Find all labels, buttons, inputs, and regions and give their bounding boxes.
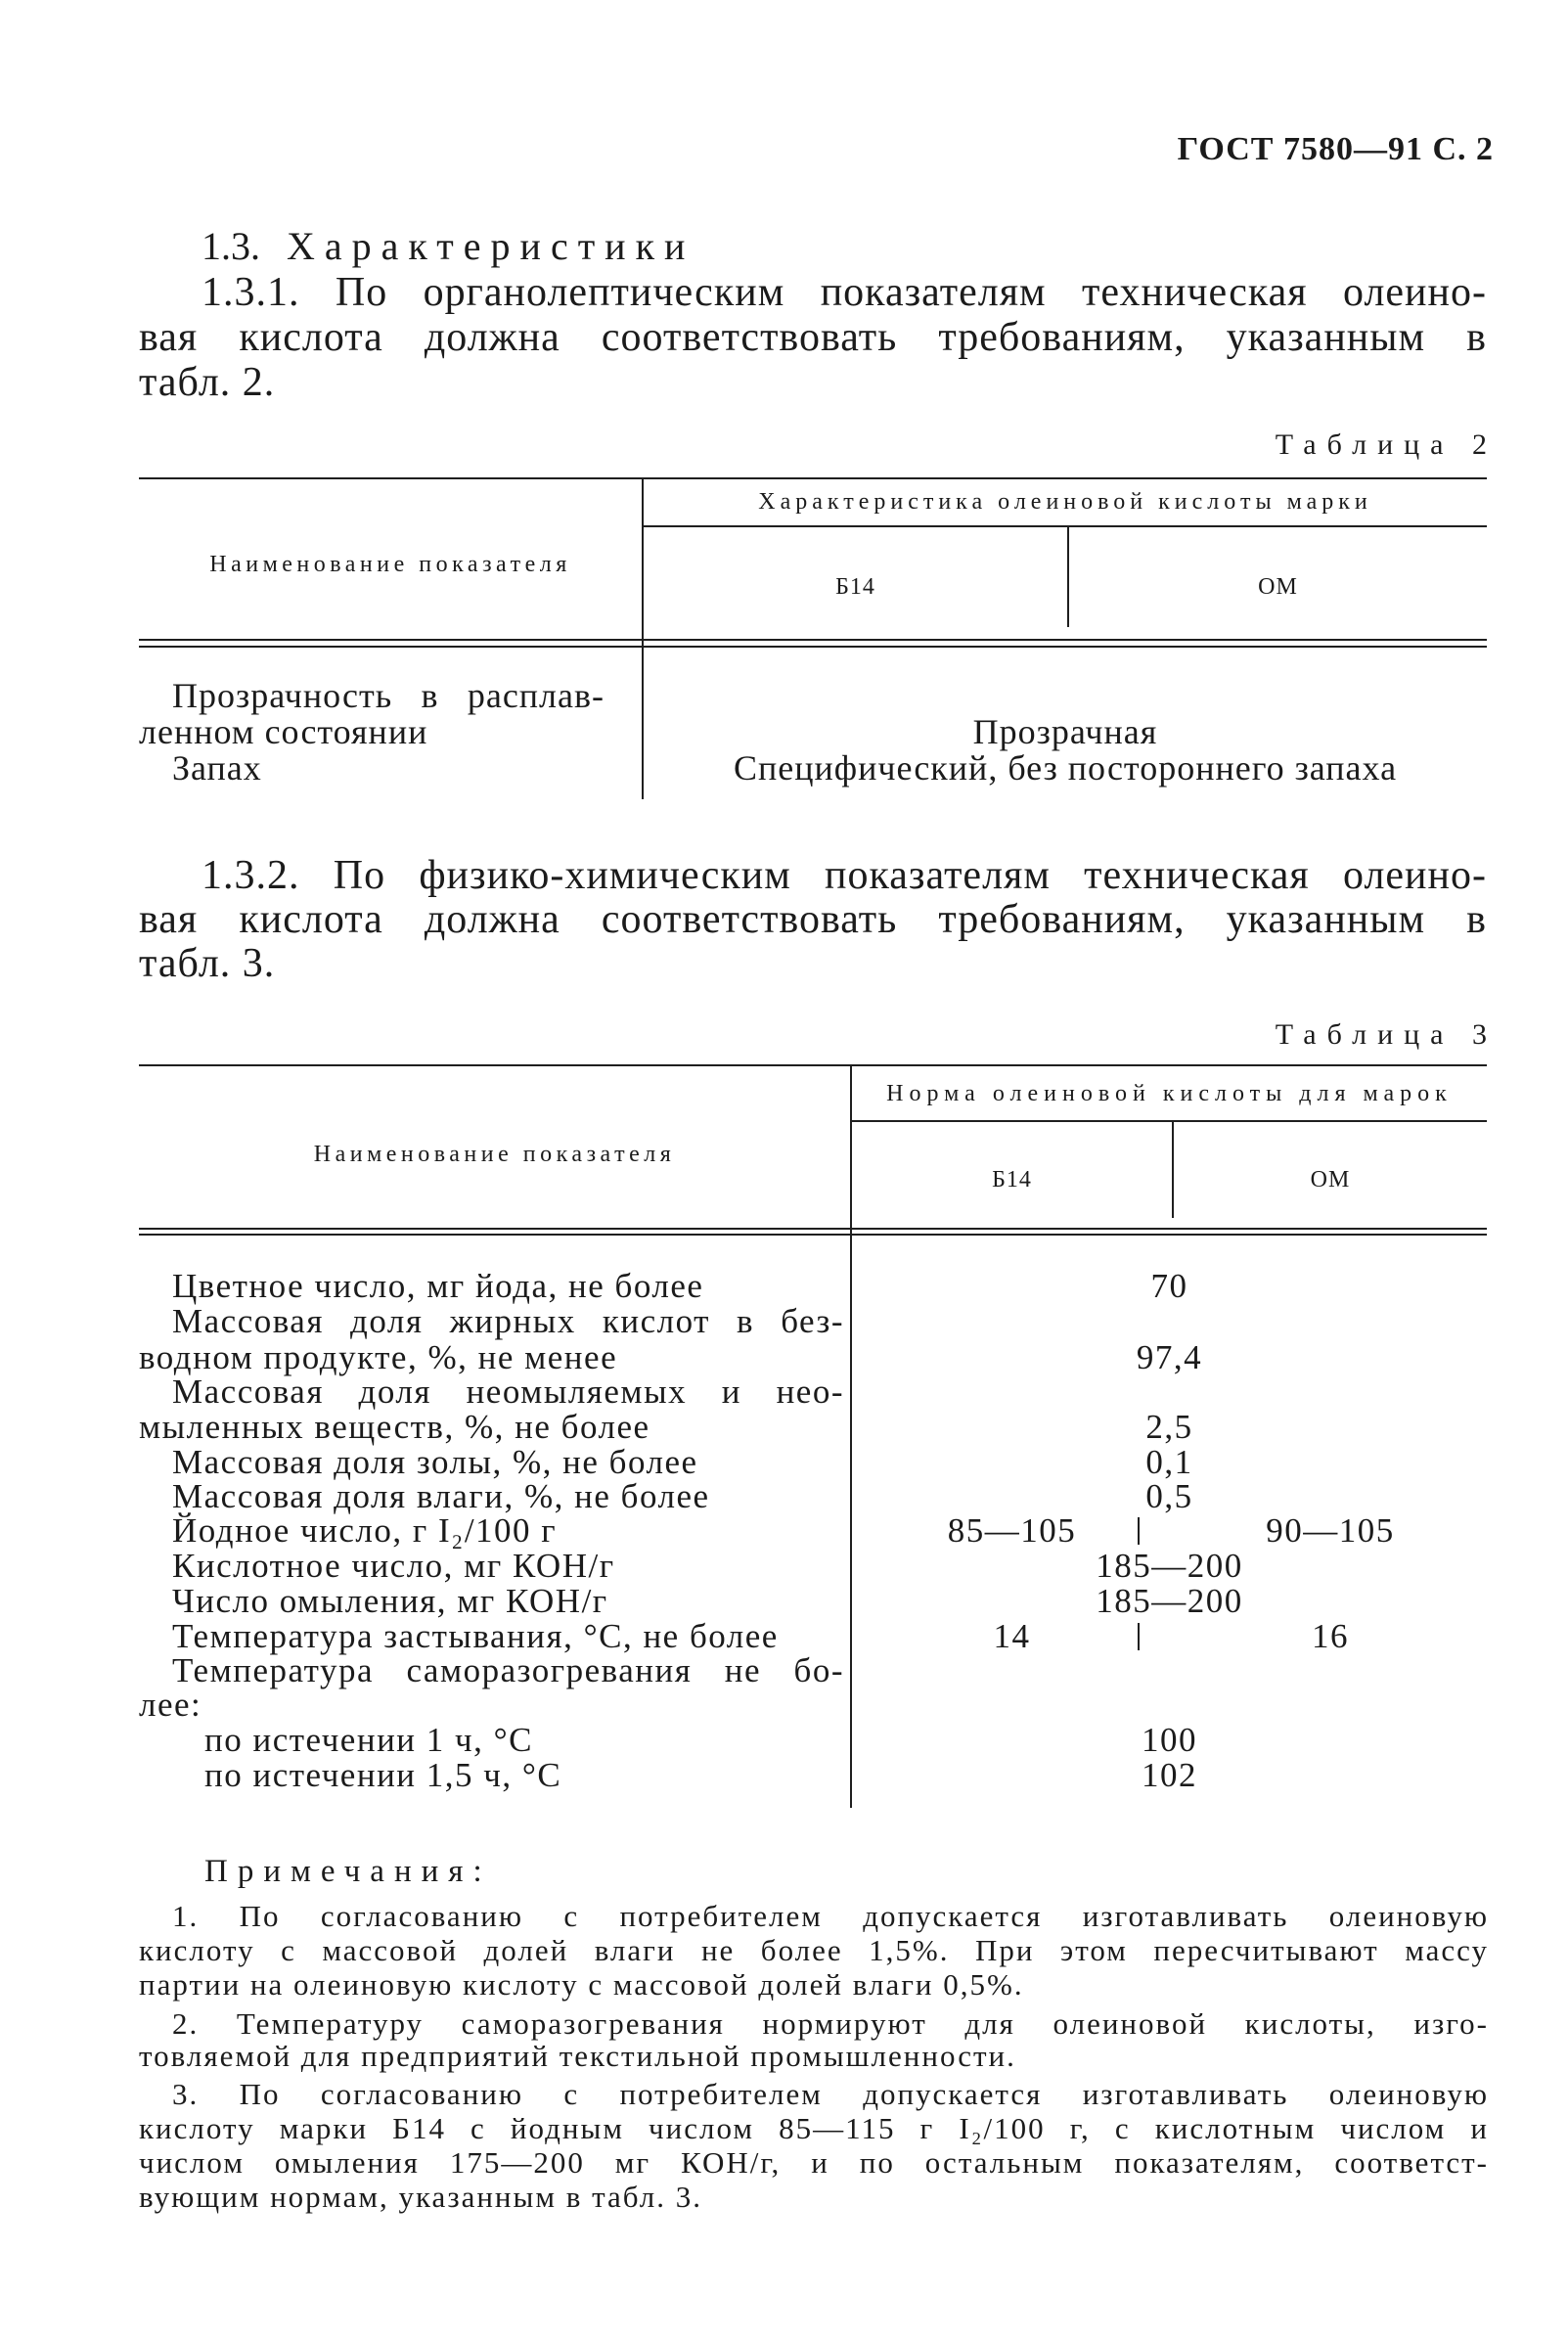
table3-group-header-rule <box>851 1120 1487 1122</box>
table3-row-name: Массовая доля неомыляемых и нео- <box>172 1372 844 1411</box>
table3-row-value: 97,4 <box>1136 1338 1203 1376</box>
notes-title: Примечания: <box>204 1854 492 1889</box>
table3-row-name: мыленных веществ, %, не более <box>139 1408 650 1446</box>
table3-row-name: Цветное число, мг йода, не более <box>172 1267 704 1305</box>
note-line: 3. По согласованию с потребителем допускается изготавливать олеиновую <box>172 2077 1489 2111</box>
note-line: кислоту марки Б14 с йодным числом 85—115 г I₂/100 г, с кислотным числом и <box>139 2111 1489 2145</box>
table3-grade-b14: Б14 <box>992 1167 1032 1192</box>
table2-row-value: Прозрачная <box>972 712 1158 751</box>
table3-value-separator <box>1138 1623 1140 1650</box>
table2-row-name: Прозрачность в расплав- <box>172 676 605 715</box>
table2-group-header: Характеристика олеиновой кислоты марки <box>758 489 1372 515</box>
table3-row-name: Массовая доля влаги, %, не более <box>172 1477 710 1515</box>
table3-row-name: Температура саморазогревания не бо- <box>172 1651 844 1689</box>
table3-row-name: Число омыления, мг КОН/г <box>172 1582 608 1620</box>
table3-row-name: Кислотное число, мг КОН/г <box>172 1547 615 1585</box>
clause-1-3-1-line: 1.3.1. По органолептическим показателям техническая олеино- <box>202 270 1487 315</box>
clause-1-3-2-line: вая кислота должна соответствовать требованиям, указанным в <box>139 897 1487 942</box>
table3-top-rule <box>139 1064 1487 1066</box>
table2-header-double-rule <box>139 646 1487 648</box>
table3-row-name: Температура застывания, °С, не более <box>172 1617 779 1655</box>
section-title: Характеристики <box>287 224 695 268</box>
table3-row-name: водном продукте, %, не менее <box>139 1338 618 1376</box>
table3-row-value: 0,5 <box>1145 1477 1193 1515</box>
table3-row-value: 2,5 <box>1145 1408 1193 1446</box>
note-line: кислоту с массовой долей влаги не более 1,5%. При этом пересчитывают массу <box>139 1933 1489 1967</box>
table3-caption: Таблица 3 <box>1275 1018 1498 1051</box>
section-number: 1.3. <box>202 224 260 268</box>
table2-row-name: ленном состоянии <box>139 712 428 751</box>
table3-row-value: 0,1 <box>1145 1443 1193 1481</box>
table3-row-value-b14: 14 <box>993 1617 1031 1655</box>
table3-row-value: 185—200 <box>1096 1582 1243 1620</box>
table3-header-double-rule <box>139 1228 1487 1230</box>
table2-grade-om: ОМ <box>1258 574 1298 600</box>
table3-subrow-name: по истечении 1,5 ч, °С <box>204 1756 562 1794</box>
note-line: вующим нормам, указанным в табл. 3. <box>139 2180 702 2214</box>
note-line: 2. Температуру саморазогревания нормируют для олеиновой кислоты, изго- <box>172 2006 1489 2041</box>
table3-row-value: 185—200 <box>1096 1547 1243 1585</box>
note-line: числом омыления 175—200 мг КОН/г, и по остальным показателям, соответст- <box>139 2145 1489 2180</box>
table2-row-value: Специфический, без постороннего запаха <box>733 748 1398 788</box>
table3-row-name: лее: <box>139 1686 202 1724</box>
table3-group-header: Норма олеиновой кислоты для марок <box>886 1081 1453 1106</box>
table2-grade-b14: Б14 <box>835 574 875 600</box>
note-line: 1. По согласованию с потребителем допускается изготавливать олеиновую <box>172 1899 1489 1933</box>
table3-row-name: Массовая доля золы, %, не более <box>172 1443 698 1481</box>
running-head: ГОСТ 7580—91 С. 2 <box>1177 131 1494 167</box>
table3-row-name: Массовая доля жирных кислот в без- <box>172 1302 844 1340</box>
clause-1-3-1-line: вая кислота должна соответствовать требованиям, указанным в <box>139 315 1487 360</box>
table3-grade-om: ОМ <box>1310 1167 1351 1192</box>
table3-value-separator <box>1138 1517 1140 1545</box>
table3-header-double-rule <box>139 1234 1487 1236</box>
table3-subrow-value: 100 <box>1142 1721 1197 1759</box>
note-line: товляемой для предприятий текстильной промышленности. <box>139 2039 1016 2073</box>
clause-1-3-2-line: табл. 3. <box>139 941 276 986</box>
table2-header-double-rule <box>139 639 1487 641</box>
table3-row-value: 70 <box>1150 1267 1188 1305</box>
table3-name-header: Наименование показателя <box>313 1142 676 1167</box>
table3-row-value-om: 90—105 <box>1266 1511 1395 1550</box>
table3-subrow-value: 102 <box>1142 1756 1197 1794</box>
table3-row-name: Йодное число, г I₂/100 г <box>172 1511 558 1550</box>
table2-caption: Таблица 2 <box>1275 428 1498 461</box>
table2-name-header: Наименование показателя <box>209 552 571 577</box>
table3-row-value-b14: 85—105 <box>947 1511 1077 1550</box>
clause-1-3-2-line: 1.3.2. По физико-химическим показателям техническая олеино- <box>202 853 1487 898</box>
table2-top-rule <box>139 477 1487 479</box>
table2-group-header-rule <box>643 525 1487 527</box>
note-line: партии на олеиновую кислоту с массовой долей влаги 0,5%. <box>139 1967 1024 2002</box>
table3-row-value-om: 16 <box>1312 1617 1349 1655</box>
table3-subrow-name: по истечении 1 ч, °С <box>204 1721 533 1759</box>
table2-row-name: Запах <box>172 748 262 788</box>
clause-1-3-1-line: табл. 2. <box>139 360 276 405</box>
